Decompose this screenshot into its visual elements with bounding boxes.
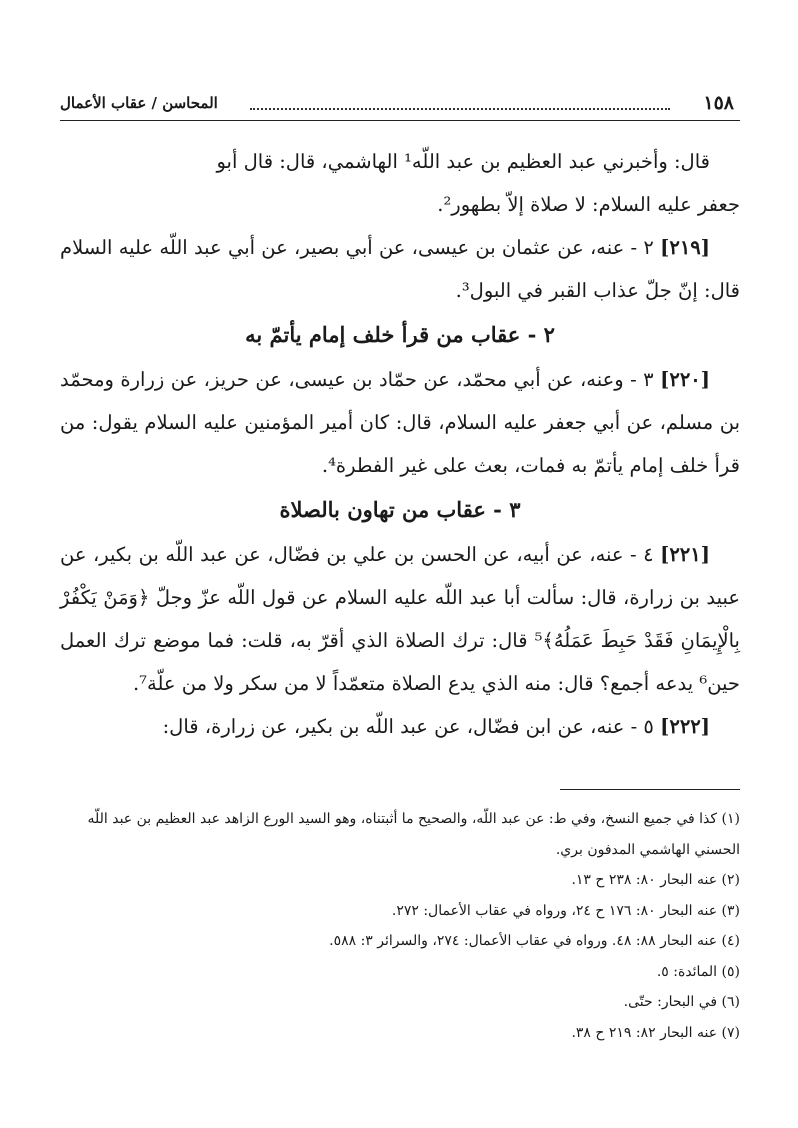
running-header: [60, 90, 740, 121]
hadith-number: [٢٢١]: [660, 543, 710, 566]
footnote-2: (٢) عنه البحار ٨٠: ٢٣٨ ح ١٣.: [571, 872, 740, 888]
footnote-7: (٧) عنه البحار ٨٢: ٢١٩ ح ٣٨.: [571, 1024, 740, 1041]
footnotes: [60, 804, 740, 1048]
hadith-220: [60, 358, 740, 487]
book-page: [60, 0, 740, 1128]
hadith-number: [٢٢٠]: [660, 368, 710, 391]
header-dot-leader: [250, 108, 670, 110]
hadith-text: ٥ - عنه، عن ابن فضّال، عن عبد اللّه بن بكير، عن زرارة، قال:: [162, 715, 661, 738]
footnote-divider: [560, 789, 740, 790]
footnote-5: (٥) المائدة: ٥.: [656, 963, 740, 980]
footnote-3: (٣) عنه البحار ٨٠: ١٧٦ ح ٢٤، ورواه في عقاب الأعمال: ٢٧٢.: [391, 902, 740, 919]
page-number: ١٥٨: [703, 92, 734, 114]
hadith-text: ٣ - وعنه، عن أبي محمّد، عن حمّاد بن عيسى، عن حريز، عن زرارة ومحمّد بن مسلم، عن أبي جعفر عليه السلام، قال: كان أمير المؤمنين عليه السلام يقول: من قرأ خلف إمام يأتمّ به فمات، بعث على غير الفطرة⁴.: [60, 368, 740, 477]
footnote-6: (٦) في البحار: حتّى.: [623, 994, 740, 1010]
main-text: [60, 140, 740, 748]
hadith-221: [60, 533, 740, 705]
hadith-text: ٤ - عنه، عن أبيه، عن الحسن بن علي بن فضّال، عن عبد اللّه بن بكير، عن عبيد بن زرارة، قال: سألت أبا عبد اللّه عليه السلام عن قول اللّه عزّ وجلّ ﴿وَمَنْ يَكْفُرْ بِالْإِيمَانِ فَقَدْ حَبِطَ عَمَلُهُ﴾⁵ قال: ترك الصلاة الذي أقرّ به، قلت: فما موضع ترك العمل حين⁶ يدعه أجمع؟ قال: منه الذي يدع الصلاة متعمّداً لا من سكر ولا من علّة⁷.: [60, 543, 740, 695]
hadith-number: [٢١٩]: [660, 236, 710, 259]
section-heading-2: ٢ - عقاب من قرأ خلف إمام يأتمّ به: [245, 322, 555, 347]
section-heading-3: ٣ - عقاب من تهاون بالصلاة: [279, 497, 521, 522]
footnote-4: (٤) عنه البحار ٨٨: ٤٨. ورواه في عقاب الأعمال: ٢٧٤، والسرائر ٣: ٥٨٨.: [329, 933, 740, 949]
paragraph-1-line-1: قال: وأخبرني عبد العظيم بن عبد اللّه¹ الهاشمي، قال: قال أبو: [216, 150, 710, 173]
hadith-219: [60, 226, 740, 312]
footnote-1: (١) كذا في جميع النسخ، وفي ط: عن عبد اللّه، والصحيح ما أثبتناه، وهو السيد الورع الزاهد عبد العظيم بن عبد اللّه الحسني الهاشمي المدفون بري.: [87, 811, 740, 858]
hadith-number: [٢٢٢]: [660, 715, 710, 738]
running-title: المحاسن / عقاب الأعمال: [60, 94, 218, 112]
paragraph-1-line-2: جعفر عليه السلام: لا صلاة إلاّ بطهور².: [437, 193, 740, 216]
paragraph-1: [60, 140, 740, 226]
hadith-222: [60, 705, 740, 748]
hadith-text: ٢ - عنه، عن عثمان بن عيسى، عن أبي بصير، عن أبي عبد اللّه عليه السلام قال: إنّ جلّ عذاب القبر في البول³.: [60, 236, 740, 302]
